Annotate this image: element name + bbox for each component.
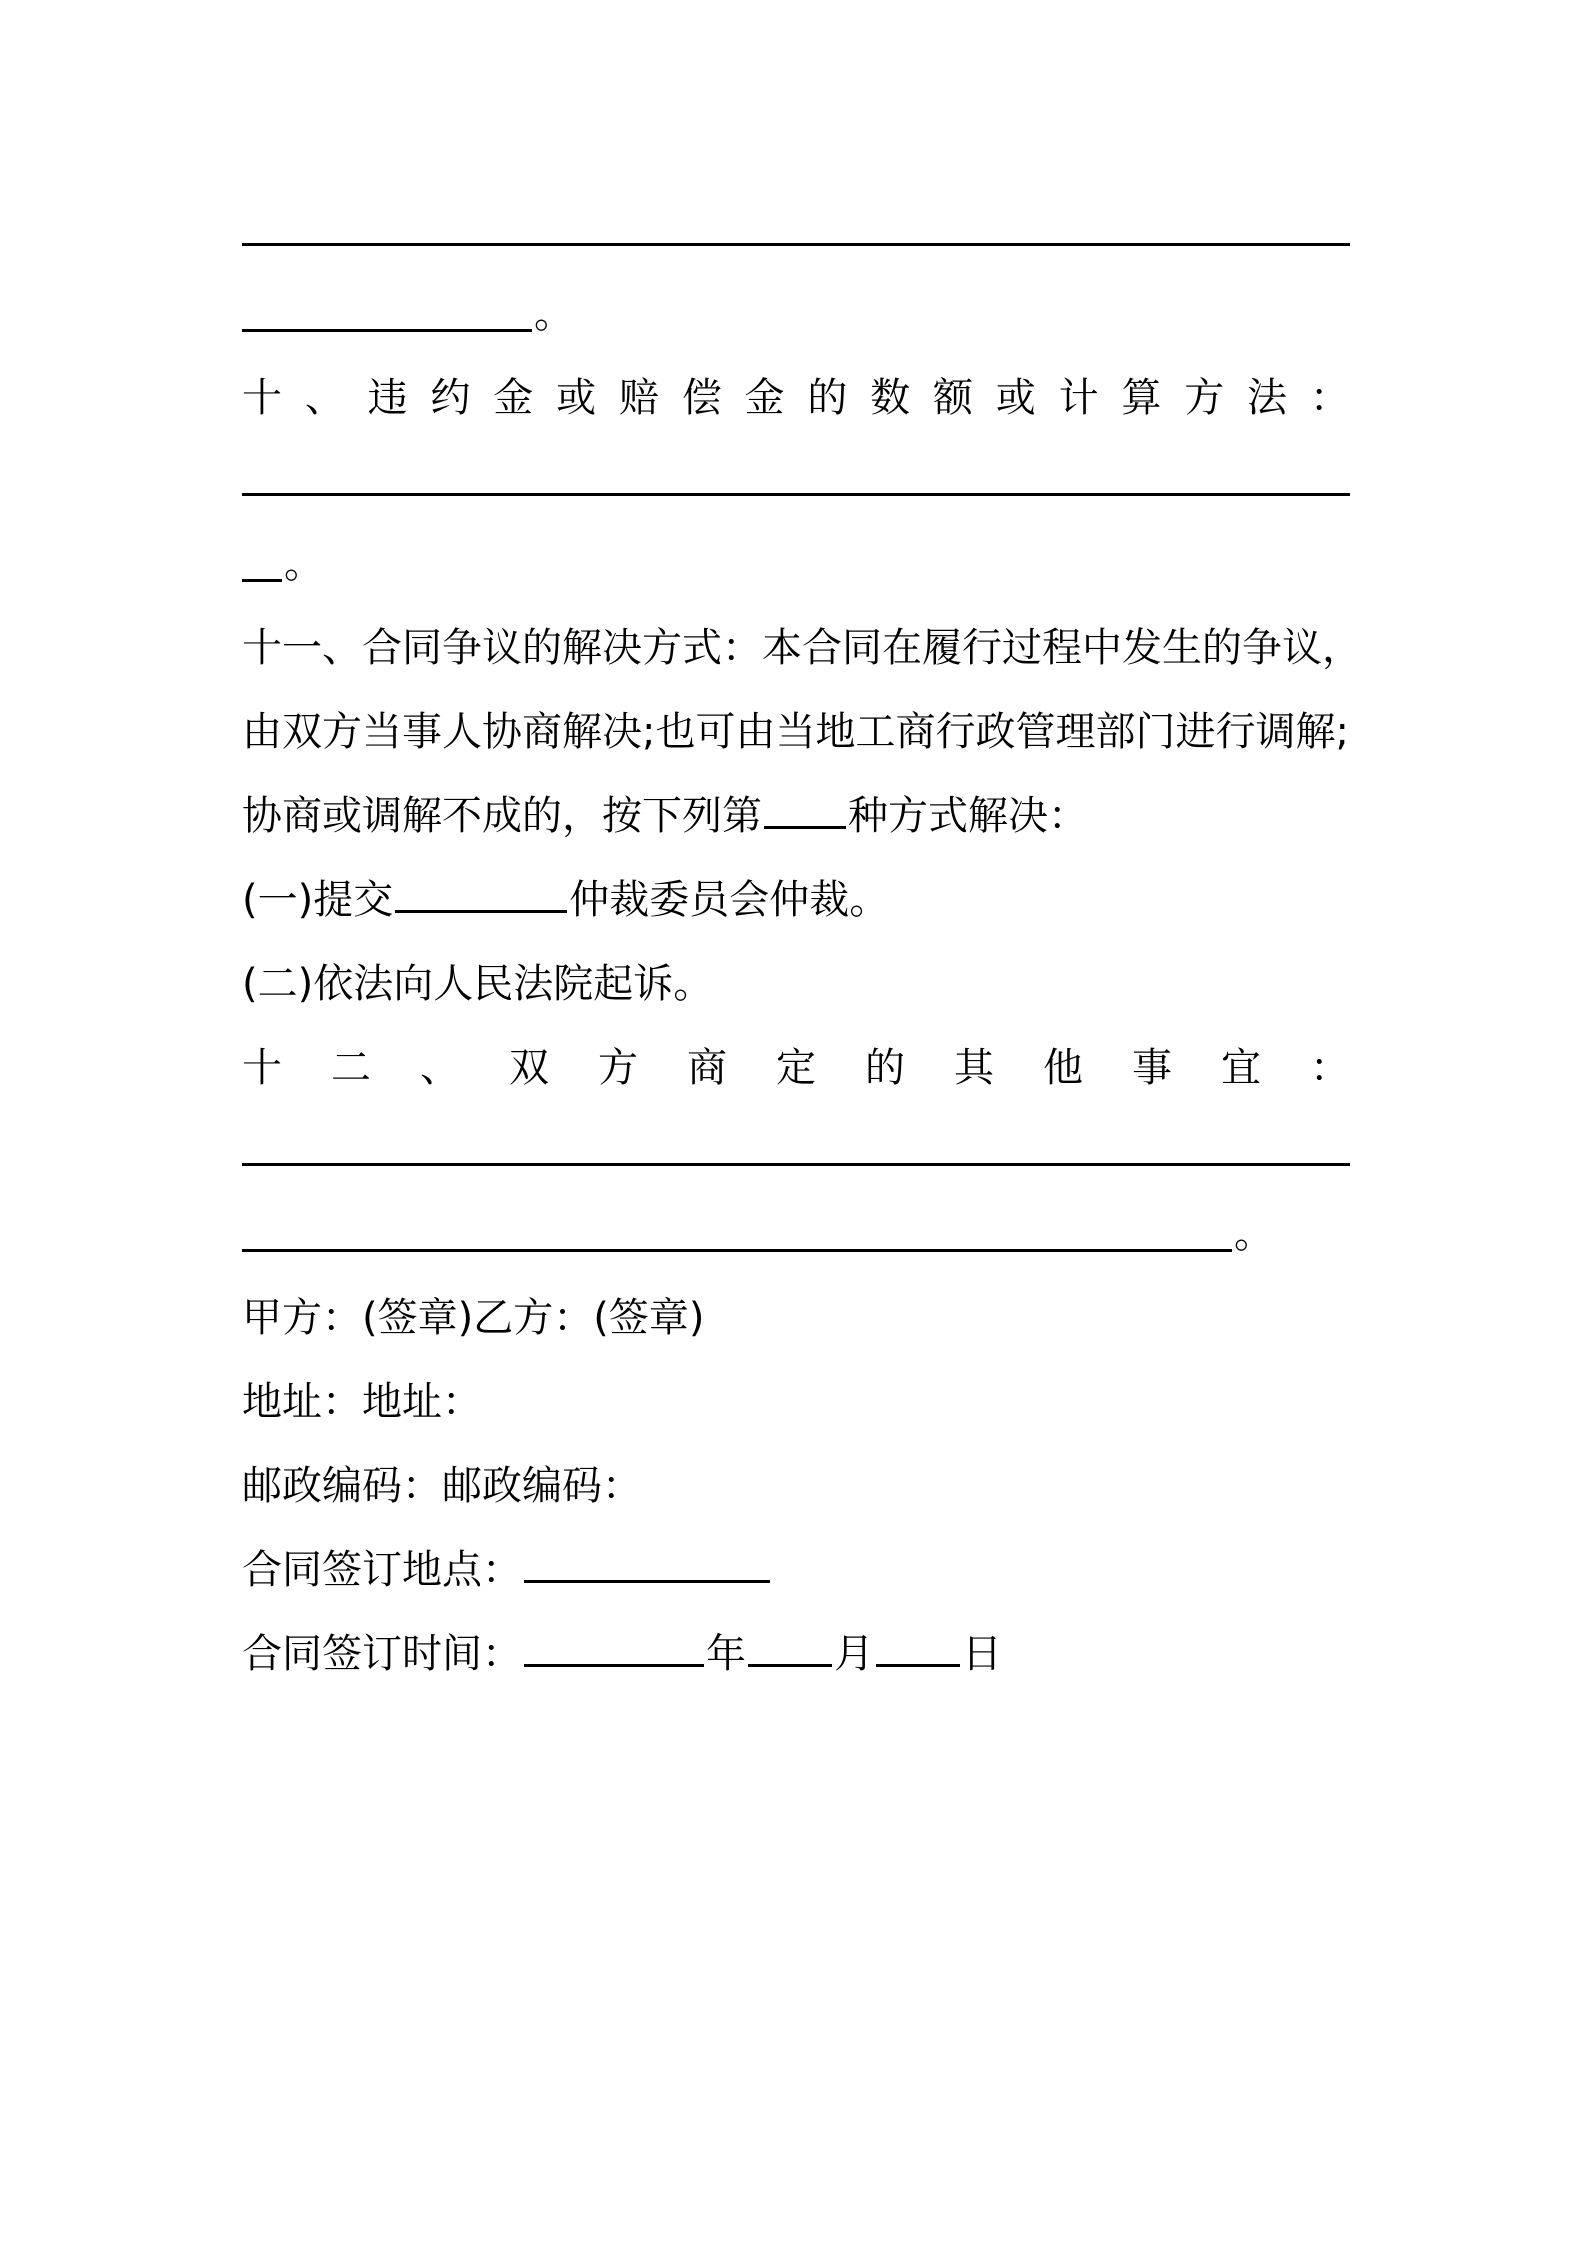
option-1-post: 仲裁委员会仲裁。	[569, 877, 890, 923]
section-12-heading	[242, 1040, 1350, 1096]
option-1	[242, 872, 1350, 928]
blank-rule	[242, 243, 1350, 246]
section-10-heading-char: 的	[807, 375, 848, 421]
section-12-heading-char: 宜	[1221, 1045, 1261, 1091]
section-10-heading-char: 计	[1058, 375, 1099, 421]
section-10-heading-char: 法	[1247, 375, 1287, 421]
end-mark: 。	[284, 541, 324, 587]
signing-place-blank	[524, 1544, 770, 1583]
blank-rule	[242, 1249, 1232, 1252]
section-12-heading-char: 定	[776, 1045, 816, 1091]
section-11-line-3-post: 种方式解决：	[848, 793, 1088, 839]
postal-code-line: 邮政编码：邮政编码：	[242, 1463, 642, 1509]
section-10-heading-char: 、	[304, 375, 345, 421]
section-10-heading-char: 约	[430, 375, 471, 421]
section-10-heading-char: 金	[493, 375, 534, 421]
blank-rule	[242, 329, 532, 332]
arbitration-committee-blank	[395, 874, 567, 913]
signing-time-line	[242, 1626, 1350, 1682]
section-12-heading-char: 双	[509, 1045, 549, 1091]
section-10-heading-char: ：	[1309, 375, 1350, 421]
section-10-heading-char: 额	[932, 375, 973, 421]
section-10-heading-char: 偿	[681, 375, 722, 421]
section-12-heading-char: 的	[865, 1045, 905, 1091]
end-mark: 。	[534, 291, 574, 337]
section-12-heading-char: 他	[1043, 1045, 1083, 1091]
section-10-heading	[242, 370, 1350, 426]
option-2: (二)依法向人民法院起诉。	[242, 961, 714, 1007]
option-1-pre: (一)提交	[242, 877, 394, 923]
section-10-heading-char: 十	[242, 375, 282, 421]
blank-line	[242, 1206, 1350, 1262]
year-blank	[524, 1628, 704, 1667]
section-10-heading-char: 算	[1121, 375, 1162, 421]
section-12-heading-char: ：	[1310, 1045, 1350, 1091]
section-12-heading-char: 商	[687, 1045, 727, 1091]
section-12-heading-char: 十	[242, 1045, 282, 1091]
end-mark: 。	[1234, 1211, 1274, 1257]
signing-place-label: 合同签订地点：	[242, 1547, 522, 1593]
party-signature-line: 甲方：(签章)乙方：(签章)	[242, 1295, 705, 1341]
section-11-line-2: 由双方当事人协商解决;也可由当地工商行政管理部门进行调解;	[242, 709, 1349, 755]
month-label: 月	[834, 1631, 874, 1677]
section-10-heading-char: 或	[995, 375, 1036, 421]
blank-rule	[242, 493, 1350, 496]
section-11-line-3-pre: 协商或调解不成的，按下列第	[242, 793, 762, 839]
blank-line	[242, 450, 1350, 506]
section-12-heading-char: 二	[331, 1045, 371, 1091]
blank-rule	[242, 1163, 1350, 1166]
section-10-heading-char: 违	[367, 375, 408, 421]
blank-line	[242, 200, 1350, 256]
address-line: 地址：地址：	[242, 1379, 482, 1425]
section-10-heading-char: 赔	[618, 375, 659, 421]
method-number-blank	[764, 790, 846, 829]
section-11-line-1: 十一、合同争议的解决方式：本合同在履行过程中发生的争议，	[242, 625, 1362, 671]
section-10-heading-char: 方	[1184, 375, 1225, 421]
section-12-heading-char: 事	[1132, 1045, 1172, 1091]
day-label: 日	[962, 1631, 1002, 1677]
section-12-heading-char: 、	[420, 1045, 460, 1091]
section-10-heading-char: 或	[556, 375, 597, 421]
signing-place-line	[242, 1542, 1350, 1598]
blank-line	[242, 536, 1350, 592]
blank-line	[242, 286, 1350, 342]
section-10-heading-char: 金	[744, 375, 785, 421]
signing-time-label: 合同签订时间：	[242, 1631, 522, 1677]
year-label: 年	[706, 1631, 746, 1677]
blank-rule	[242, 579, 282, 582]
section-11-line-3	[242, 788, 1350, 844]
section-12-heading-char: 方	[598, 1045, 638, 1091]
month-blank	[748, 1628, 832, 1667]
day-blank	[876, 1628, 960, 1667]
section-12-heading-char: 其	[954, 1045, 994, 1091]
section-10-heading-char: 数	[870, 375, 911, 421]
blank-line	[242, 1120, 1350, 1176]
